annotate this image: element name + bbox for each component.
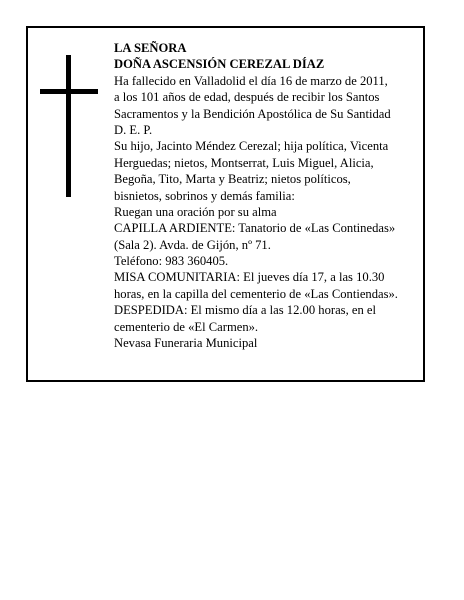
notice-line: a los 101 años de edad, después de recibir los Santos [114, 90, 380, 105]
notice-line: Ha fallecido en Valladolid el día 16 de marzo de 2011, [114, 73, 388, 88]
notice-heading-title: LA SEÑORA [114, 41, 187, 55]
notice-line: Sacramentos y la Bendición Apostólica de Su Santidad [114, 106, 391, 121]
cross-icon [40, 55, 98, 197]
notice-line: Teléfono: 983 360405. [114, 254, 229, 269]
notice-line: MISA COMUNITARIA: El jueves día 17, a las 10.30 [114, 270, 385, 285]
deceased-name: DOÑA ASCENSIÓN CEREZAL DÍAZ [114, 57, 325, 72]
cross-vertical-bar [66, 55, 71, 197]
obituary-notice [26, 26, 425, 382]
notice-line: DESPEDIDA: El mismo día a las 12.00 horas, en el [114, 303, 376, 318]
notice-line: horas, en la capilla del cementerio de «Las Contiendas». [114, 286, 398, 301]
notice-line: D. E. P. [114, 122, 153, 137]
notice-line: Ruegan una oración por su alma [114, 204, 277, 219]
notice-line: cementerio de «El Carmen». [114, 319, 259, 334]
notice-line: (Sala 2). Avda. de Gijón, nº 71. [114, 237, 271, 252]
notice-text [114, 40, 426, 351]
notice-line: bisnietos, sobrinos y demás familia: [114, 188, 295, 203]
notice-line: CAPILLA ARDIENTE: Tanatorio de «Las Continedas» [114, 221, 396, 236]
notice-line: Begoña, Tito, Marta y Beatriz; nietos políticos, [114, 172, 351, 187]
notice-line: Nevasa Funeraria Municipal [114, 336, 258, 351]
notice-line: Herguedas; nietos, Montserrat, Luis Miguel, Alicia, [114, 155, 374, 170]
notice-line: Su hijo, Jacinto Méndez Cerezal; hija política, Vicenta [114, 139, 389, 154]
cross-horizontal-bar [40, 89, 98, 94]
